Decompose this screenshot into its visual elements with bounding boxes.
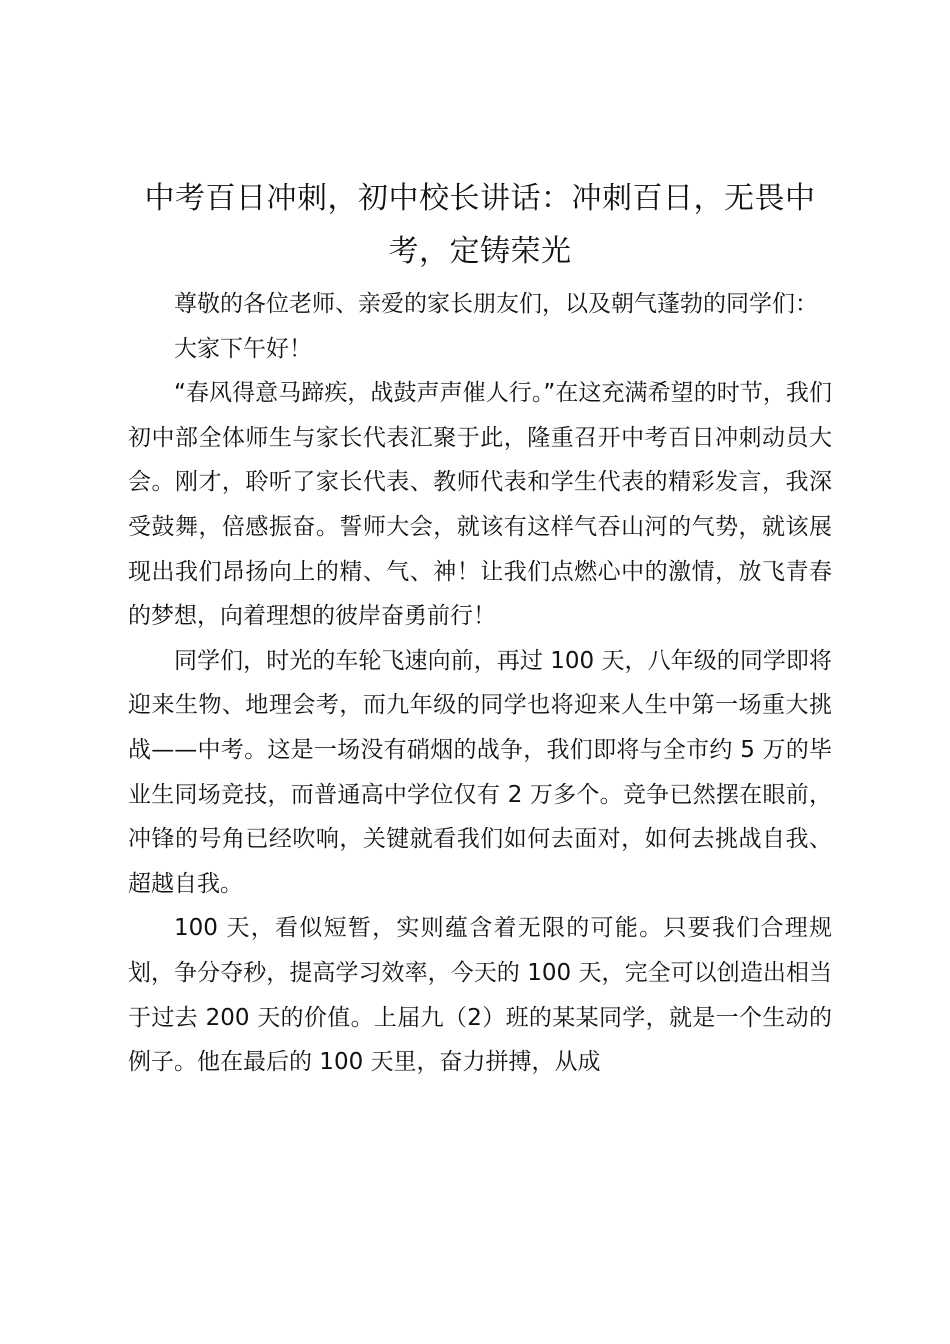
document-page: [128, 172, 832, 1085]
paragraph-opening: “春风得意马蹄疾，战鼓声声催人行。”在这充满希望的时节，我们初中部全体师生与家长代表汇聚于此，隆重召开中考百日冲刺动员大会。刚才，聆听了家长代表、教师代表和学生代表的精彩发言，我深受鼓舞，倍感振奋。誓师大会，就该有这样气吞山河的气势，就该展现出我们昂扬向上的精、气、神！让我们点燃心中的激情，放飞青春的梦想，向着理想的彼岸奋勇前行！: [128, 380, 832, 630]
paragraph-salutation: 尊敬的各位老师、亲爱的家长朋友们，以及朝气蓬勃的同学们：: [174, 291, 818, 317]
paragraph-challenge: 同学们，时光的车轮飞速向前，再过 100 天，八年级的同学即将迎来生物、地理会考，而九年级的同学也将迎来人生中第一场重大挑战——中考。这是一场没有硝烟的战争，我们即将与全市约 5 万的毕业生同场竞技，而普通高中学位仅有 2 万多个。竞争已然摆在眼前，冲锋的号角已经吹响，关键就看我们如何去面对，如何去挑战自我、超越自我。: [128, 647, 832, 897]
paragraph-hundred-days: 100 天，看似短暂，实则蕴含着无限的可能。只要我们合理规划，争分夺秒，提高学习效率，今天的 100 天，完全可以创造出相当于过去 200 天的价值。上届九（2）班的某某同学，就是一个生动的例子。他在最后的 100 天里，奋力拼搏，从成: [128, 915, 832, 1076]
document-title: 中考百日冲刺，初中校长讲话：冲刺百日，无畏中考，定铸荣光: [144, 181, 816, 269]
paragraph-greeting: 大家下午好！: [174, 335, 312, 362]
